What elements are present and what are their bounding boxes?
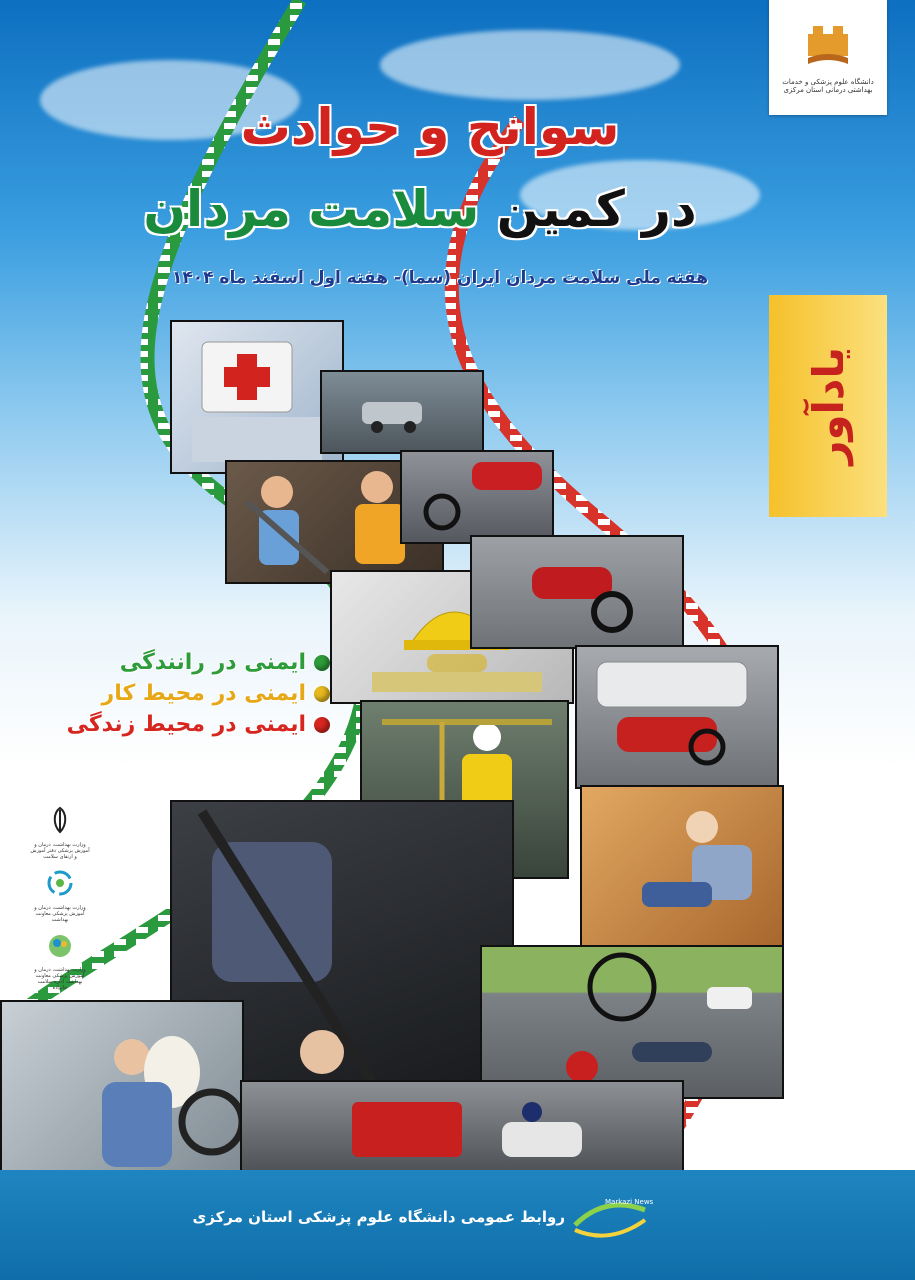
photo-fall-on-stairs xyxy=(580,785,784,949)
photo-car-motorbike-collision xyxy=(575,645,779,789)
university-caption: دانشگاه علوم پزشکی و خدمات بهداشتی درمانی استان مرکزی xyxy=(782,78,874,94)
photo-motorcycle-road xyxy=(470,535,684,649)
footer-bar xyxy=(0,1170,915,1280)
ministry-logo-1 xyxy=(30,805,90,860)
photo-airbag-driver xyxy=(0,1000,244,1179)
title-men-health-green: سلامت مردان xyxy=(143,180,480,238)
photo-multi-car-crash xyxy=(240,1080,684,1179)
safety-bullet-list xyxy=(30,650,330,743)
bullet-home-safety xyxy=(30,712,330,737)
news-logo-icon xyxy=(565,1195,655,1245)
ministry-caption: وزارت بهداشت، درمان و آموزش پزشکی دفتر آموزش و ارتقای سلامت xyxy=(30,842,90,860)
fall-stairs-icon xyxy=(582,787,782,947)
airbag-icon xyxy=(2,1002,242,1177)
reminder-panel xyxy=(769,295,887,517)
news-logo-caption: Markazi News xyxy=(605,1198,654,1206)
photo-first-aid-kit xyxy=(170,320,344,474)
university-logo xyxy=(769,0,887,115)
title-mens-health xyxy=(60,180,780,238)
reminder-label: یادآور xyxy=(803,347,853,465)
bullet-text: ایمنی در محیط زندگی xyxy=(66,712,306,737)
ministry-caption: وزارت بهداشت، درمان و آموزش پزشکی معاونت بهداشت xyxy=(34,905,86,923)
bullet-text: ایمنی در محیط کار xyxy=(101,681,306,706)
title-in-ambush: در کمین xyxy=(496,180,697,238)
ministry-logo-3 xyxy=(30,930,90,991)
ministry-caption: وزارت بهداشت، درمان و آموزش پزشکی معاونت بهداشت اداره سلامت خانواده xyxy=(34,967,86,991)
photo-bicycle-crash xyxy=(480,945,784,1099)
motorcycle-icon xyxy=(472,537,682,647)
footer-public-relations: روابط عمومی دانشگاه علوم پزشکی استان مرکزی xyxy=(192,1208,565,1226)
bullet-workplace-safety xyxy=(30,681,330,706)
collision-icon xyxy=(577,647,777,787)
first-aid-kit-icon xyxy=(172,322,342,472)
yellow-dot-icon xyxy=(314,686,330,702)
car-icon xyxy=(322,372,482,452)
green-dot-icon xyxy=(314,655,330,671)
photo-motorcycle-crash xyxy=(400,450,554,544)
subtitle-health-week: هفته ملی سلامت مردان ایران (سما)- هفته اول اسفند ماه ۱۴۰۴ xyxy=(171,268,709,288)
ministry-logo-2 xyxy=(30,868,90,923)
bullet-text: ایمنی در رانندگی xyxy=(119,650,306,675)
ministry-emblem-icon xyxy=(45,805,75,835)
family-health-logo-icon xyxy=(45,930,75,960)
title-accidents: سوانح و حوادث xyxy=(240,98,620,156)
red-dot-icon xyxy=(314,717,330,733)
motorcycle-icon xyxy=(402,452,552,542)
bullet-driving-safety xyxy=(30,650,330,675)
crash-cars-icon xyxy=(242,1082,682,1177)
health-logo-icon xyxy=(45,868,75,898)
emblem-icon xyxy=(803,24,853,66)
bicycle-icon xyxy=(482,947,782,1097)
photo-road-accident xyxy=(320,370,484,454)
